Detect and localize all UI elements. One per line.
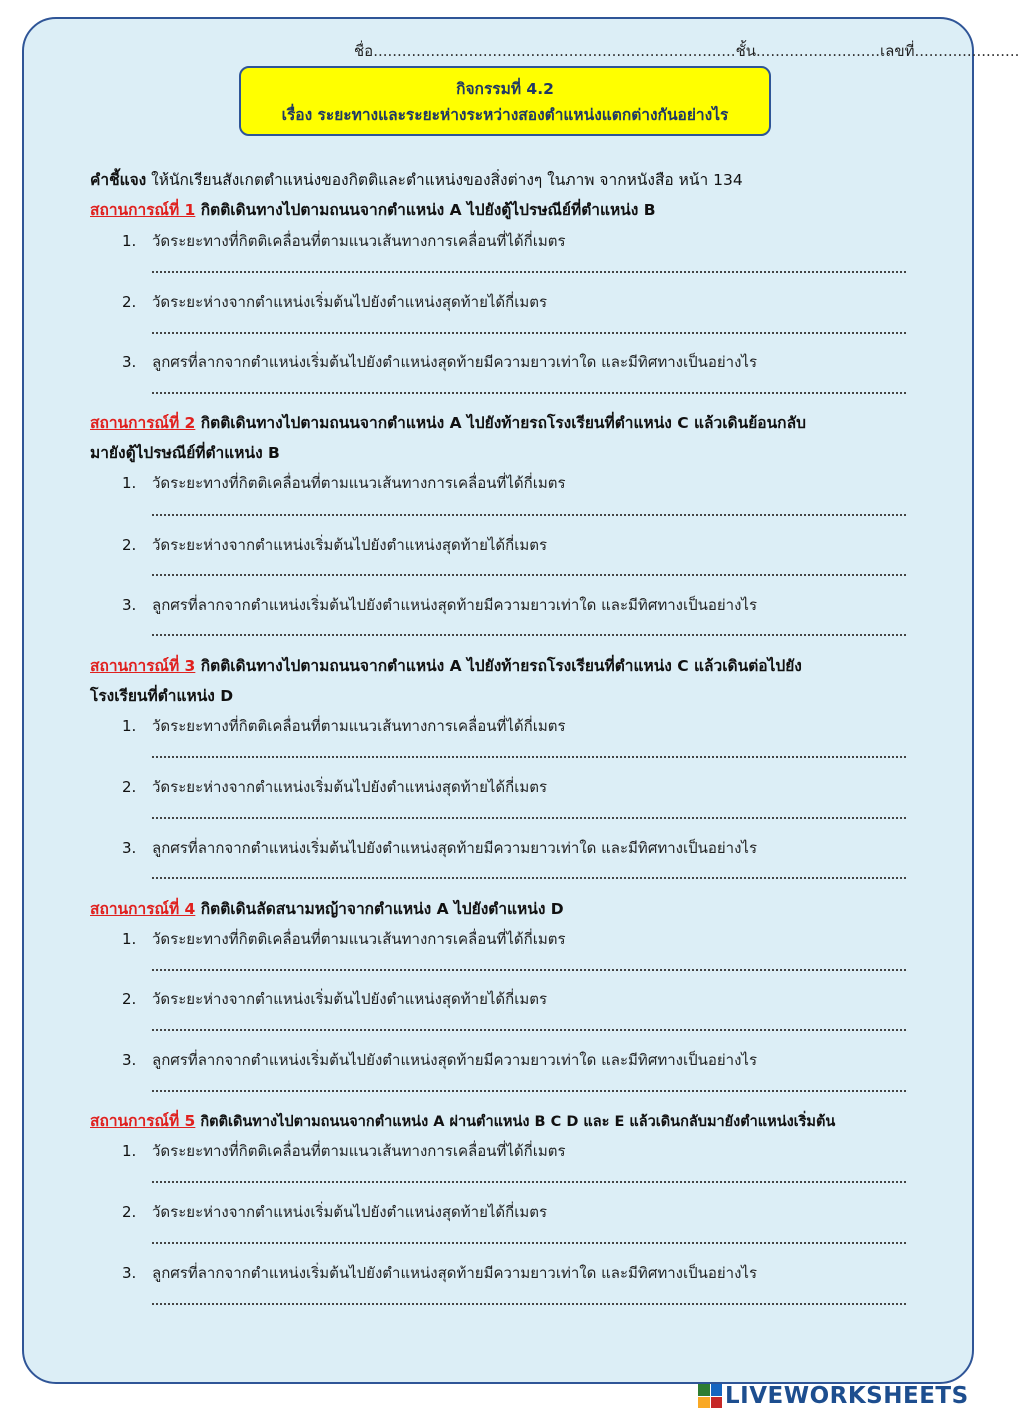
question-number: 3. — [122, 839, 137, 857]
answer-line[interactable] — [152, 1090, 906, 1092]
answer-line[interactable] — [152, 392, 906, 394]
answer-line[interactable] — [152, 756, 906, 758]
liveworksheets-logo-icon — [698, 1384, 722, 1408]
question-number: 3. — [122, 1264, 137, 1282]
question-number: 3. — [122, 1051, 137, 1069]
answer-line[interactable] — [152, 1181, 906, 1183]
question-text: วัดระยะห่างจากตำแหน่งเริ่มต้นไปยังตำแหน่งสุดท้ายได้กี่เมตร — [152, 990, 548, 1008]
activity-title: กิจกรรมที่ 4.2 — [456, 80, 554, 98]
situation-label: สถานการณ์ที่ 4 — [90, 900, 196, 918]
answer-line[interactable] — [152, 574, 906, 576]
situation-4-heading — [90, 898, 564, 920]
answer-line[interactable] — [152, 877, 906, 879]
situation-text: กิตติเดินลัดสนามหญ้าจากตำแหน่ง A ไปยังตำแหน่ง D — [195, 900, 564, 918]
question-text: วัดระยะห่างจากตำแหน่งเริ่มต้นไปยังตำแหน่งสุดท้ายได้กี่เมตร — [152, 536, 548, 554]
question-number: 2. — [122, 778, 137, 796]
situation-text: กิตติเดินทางไปตามถนนจากตำแหน่ง A ผ่านตำแหน่ง B C D และ E แล้วเดินกลับมายังตำแหน่งเริ่มต้น — [195, 1114, 836, 1130]
student-info-line — [354, 39, 1019, 63]
class-field[interactable]: .......................... — [756, 42, 880, 60]
instruction — [90, 169, 743, 191]
worksheet-frame — [22, 17, 1019, 1384]
question-text: วัดระยะห่างจากตำแหน่งเริ่มต้นไปยังตำแหน่งสุดท้ายได้กี่เมตร — [152, 1203, 548, 1221]
situation-text-continued: โรงเรียนที่ตำแหน่ง D — [90, 687, 234, 705]
answer-line[interactable] — [152, 1242, 906, 1244]
class-label: ชั้น — [735, 42, 757, 60]
situation-3-heading — [90, 655, 802, 677]
question-number: 1. — [122, 232, 137, 250]
question-number: 3. — [122, 596, 137, 614]
question-text: วัดระยะห่างจากตำแหน่งเริ่มต้นไปยังตำแหน่งสุดท้ายได้กี่เมตร — [152, 293, 548, 311]
question-text: วัดระยะทางที่กิตติเคลื่อนที่ตามแนวเส้นทางการเคลื่อนที่ได้กี่เมตร — [152, 474, 566, 492]
question-number: 3. — [122, 353, 137, 371]
situation-label: สถานการณ์ที่ 5 — [90, 1112, 196, 1130]
situation-label: สถานการณ์ที่ 3 — [90, 657, 196, 675]
situation-2-heading — [90, 412, 806, 434]
answer-line[interactable] — [152, 1303, 906, 1305]
answer-line[interactable] — [152, 969, 906, 971]
name-label: ชื่อ — [354, 42, 374, 60]
question-number: 1. — [122, 474, 137, 492]
question-text: วัดระยะทางที่กิตติเคลื่อนที่ตามแนวเส้นทางการเคลื่อนที่ได้กี่เมตร — [152, 717, 566, 735]
question-number: 1. — [122, 930, 137, 948]
question-number: 2. — [122, 293, 137, 311]
answer-line[interactable] — [152, 514, 906, 516]
situation-text: กิตติเดินทางไปตามถนนจากตำแหน่ง A ไปยังท้ายรถโรงเรียนที่ตำแหน่ง C แล้วเดินต่อไปยัง — [195, 657, 802, 675]
activity-subtitle: เรื่อง ระยะทางและระยะห่างระหว่างสองตำแหน่งแตกต่างกันอย่างไร — [281, 106, 729, 124]
question-text: ลูกศรที่ลากจากตำแหน่งเริ่มต้นไปยังตำแหน่งสุดท้ายมีความยาวเท่าใด และมีทิศทางเป็นอย่างไร — [152, 596, 758, 614]
situation-text-continued: มายังตู้ไปรษณีย์ที่ตำแหน่ง B — [90, 444, 280, 462]
question-text: วัดระยะทางที่กิตติเคลื่อนที่ตามแนวเส้นทางการเคลื่อนที่ได้กี่เมตร — [152, 232, 566, 250]
question-number: 2. — [122, 990, 137, 1008]
question-number: 1. — [122, 717, 137, 735]
situation-text: กิตติเดินทางไปตามถนนจากตำแหน่ง A ไปยังตู้ไปรษณีย์ที่ตำแหน่ง B — [195, 201, 656, 219]
liveworksheets-brand — [698, 1382, 969, 1410]
answer-line[interactable] — [152, 271, 906, 273]
title-box — [239, 66, 771, 136]
question-text: วัดระยะทางที่กิตติเคลื่อนที่ตามแนวเส้นทางการเคลื่อนที่ได้กี่เมตร — [152, 1142, 566, 1160]
number-field[interactable]: ...................... — [914, 42, 1019, 60]
instruction-text: ให้นักเรียนสังเกตตำแหน่งของกิตติและตำแหน่งของสิ่งต่างๆ ในภาพ จากหนังสือ หน้า 134 — [146, 171, 743, 189]
question-text: ลูกศรที่ลากจากตำแหน่งเริ่มต้นไปยังตำแหน่งสุดท้ายมีความยาวเท่าใด และมีทิศทางเป็นอย่างไร — [152, 1051, 758, 1069]
question-number: 2. — [122, 536, 137, 554]
number-label: เลขที่ — [880, 42, 915, 60]
question-text: ลูกศรที่ลากจากตำแหน่งเริ่มต้นไปยังตำแหน่งสุดท้ายมีความยาวเท่าใด และมีทิศทางเป็นอย่างไร — [152, 839, 758, 857]
question-text: ลูกศรที่ลากจากตำแหน่งเริ่มต้นไปยังตำแหน่งสุดท้ายมีความยาวเท่าใด และมีทิศทางเป็นอย่างไร — [152, 1264, 758, 1282]
answer-line[interactable] — [152, 332, 906, 334]
question-text: วัดระยะห่างจากตำแหน่งเริ่มต้นไปยังตำแหน่งสุดท้ายได้กี่เมตร — [152, 778, 548, 796]
brand-text: LIVEWORKSHEETS — [725, 1383, 969, 1409]
question-number: 1. — [122, 1142, 137, 1160]
question-number: 2. — [122, 1203, 137, 1221]
situation-text: กิตติเดินทางไปตามถนนจากตำแหน่ง A ไปยังท้ายรถโรงเรียนที่ตำแหน่ง C แล้วเดินย้อนกลับ — [195, 414, 806, 432]
situation-5-heading — [90, 1110, 835, 1133]
instruction-label: คำชี้แจง — [90, 171, 147, 189]
situation-label: สถานการณ์ที่ 2 — [90, 414, 196, 432]
situation-label: สถานการณ์ที่ 1 — [90, 201, 196, 219]
answer-line[interactable] — [152, 817, 906, 819]
name-field[interactable]: ............................................................................ — [373, 42, 736, 60]
situation-1-heading — [90, 199, 656, 221]
question-text: วัดระยะทางที่กิตติเคลื่อนที่ตามแนวเส้นทางการเคลื่อนที่ได้กี่เมตร — [152, 930, 566, 948]
answer-line[interactable] — [152, 634, 906, 636]
question-text: ลูกศรที่ลากจากตำแหน่งเริ่มต้นไปยังตำแหน่งสุดท้ายมีความยาวเท่าใด และมีทิศทางเป็นอย่างไร — [152, 353, 758, 371]
answer-line[interactable] — [152, 1029, 906, 1031]
